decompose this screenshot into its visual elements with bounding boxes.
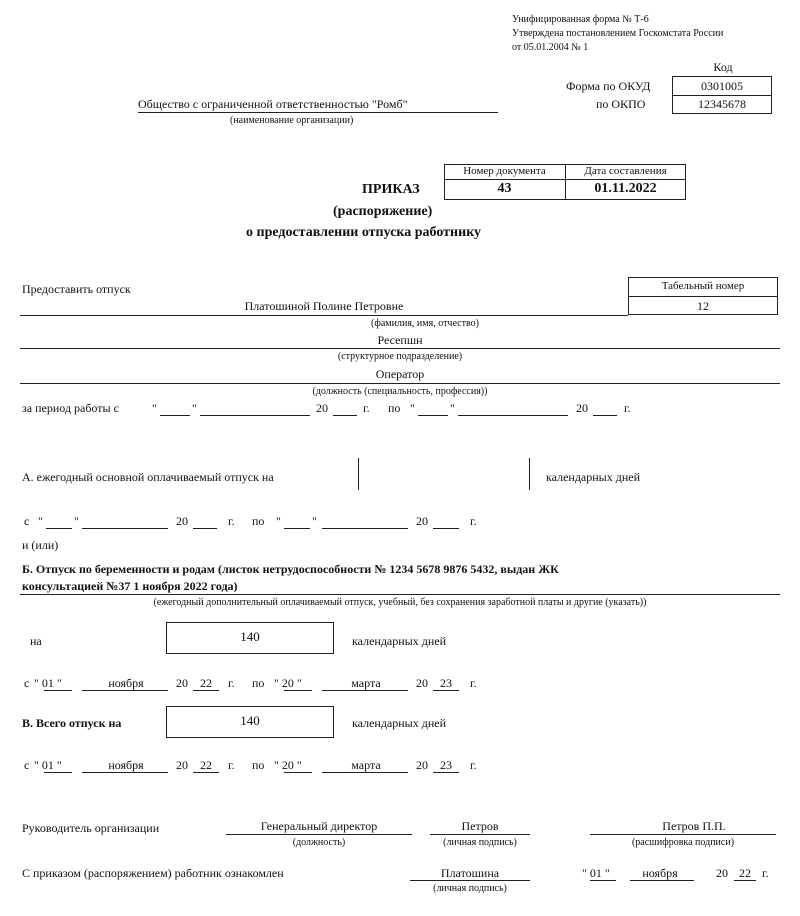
form-note-line3: от 05.01.2004 № 1 xyxy=(512,42,589,53)
employee-fio: Платошиной Полине Петровне xyxy=(244,299,404,313)
ack-signature: Платошина xyxy=(440,866,500,880)
doc-title: ПРИКАЗ xyxy=(362,182,420,197)
ack-day: " 01 " xyxy=(582,866,610,880)
organization-caption: (наименование организации) xyxy=(230,115,354,126)
section-v-days-label: календарных дней xyxy=(352,716,447,730)
section-a-label: А. ежегодный основной оплачиваемый отпуск на xyxy=(22,470,274,484)
form-note-line1: Унифицированная форма № Т-6 xyxy=(512,14,649,25)
head-name-caption: (расшифровка подписи) xyxy=(631,837,735,848)
code-header: Код xyxy=(713,60,733,74)
ack-month: ноября xyxy=(642,866,678,880)
employee-fio-caption: (фамилия, имя, отчество) xyxy=(371,318,479,329)
period-label: за период работы с xyxy=(22,401,119,415)
organization-name: Общество с ограниченной ответственностью "Ромб" xyxy=(138,97,408,111)
head-name: Петров П.П. xyxy=(662,819,726,833)
head-label: Руководитель организации xyxy=(22,821,160,835)
head-position-caption: (должность) xyxy=(292,837,346,848)
section-v-days-value: 140 xyxy=(240,713,260,728)
section-b-caption: (ежегодный дополнительный оплачиваемый отпуск, учебный, без сохранения заработной платы и другие (указать)) xyxy=(153,597,647,608)
tab-number-header: Табельный номер xyxy=(661,280,745,292)
okpo-label: по ОКПО xyxy=(596,97,646,111)
section-b-days-label: календарных дней xyxy=(352,634,447,648)
employee-department-caption: (структурное подразделение) xyxy=(337,351,463,362)
doc-number-header: Номер документа xyxy=(463,165,546,177)
section-a-days-label: календарных дней xyxy=(546,470,641,484)
head-signature-caption: (личная подпись) xyxy=(443,837,517,848)
section-b-line1: Б. Отпуск по беременности и родам (листок нетрудоспособности № 1234 5678 9876 5432, выдан ЖК xyxy=(22,562,559,576)
okpo-value: 12345678 xyxy=(698,97,746,111)
doc-subtitle: (распоряжение) xyxy=(333,204,433,219)
employee-position-caption: (должность (специальность, профессия)) xyxy=(312,386,488,397)
ack-year: 22 xyxy=(739,866,751,880)
head-position: Генеральный директор xyxy=(260,819,378,833)
section-b-days-value: 140 xyxy=(240,629,260,644)
doc-subject: о предоставлении отпуска работнику xyxy=(246,225,482,240)
section-a-days-box[interactable] xyxy=(358,458,530,490)
okud-value: 0301005 xyxy=(701,79,743,93)
form-note-line2: Утверждена постановлением Госкомстата России xyxy=(512,28,724,39)
employee-position: Оператор xyxy=(375,367,425,381)
okud-label: Форма по ОКУД xyxy=(566,79,651,93)
doc-date-header: Дата составления xyxy=(584,165,667,177)
doc-number: 43 xyxy=(497,181,512,196)
section-v-label: В. Всего отпуск на xyxy=(22,716,122,730)
ack-label: С приказом (распоряжением) работник ознакомлен xyxy=(22,866,284,880)
ack-signature-caption: (личная подпись) xyxy=(433,883,507,894)
section-a-note: и (или) xyxy=(22,538,59,552)
tab-number: 12 xyxy=(697,299,709,313)
section-b-line2: консультацией №37 1 ноября 2022 года) xyxy=(22,579,238,593)
doc-date: 01.11.2022 xyxy=(594,181,657,196)
grant-label: Предоставить отпуск xyxy=(22,282,131,296)
head-signature: Петров xyxy=(461,819,499,833)
employee-department: Ресепшн xyxy=(377,333,423,347)
